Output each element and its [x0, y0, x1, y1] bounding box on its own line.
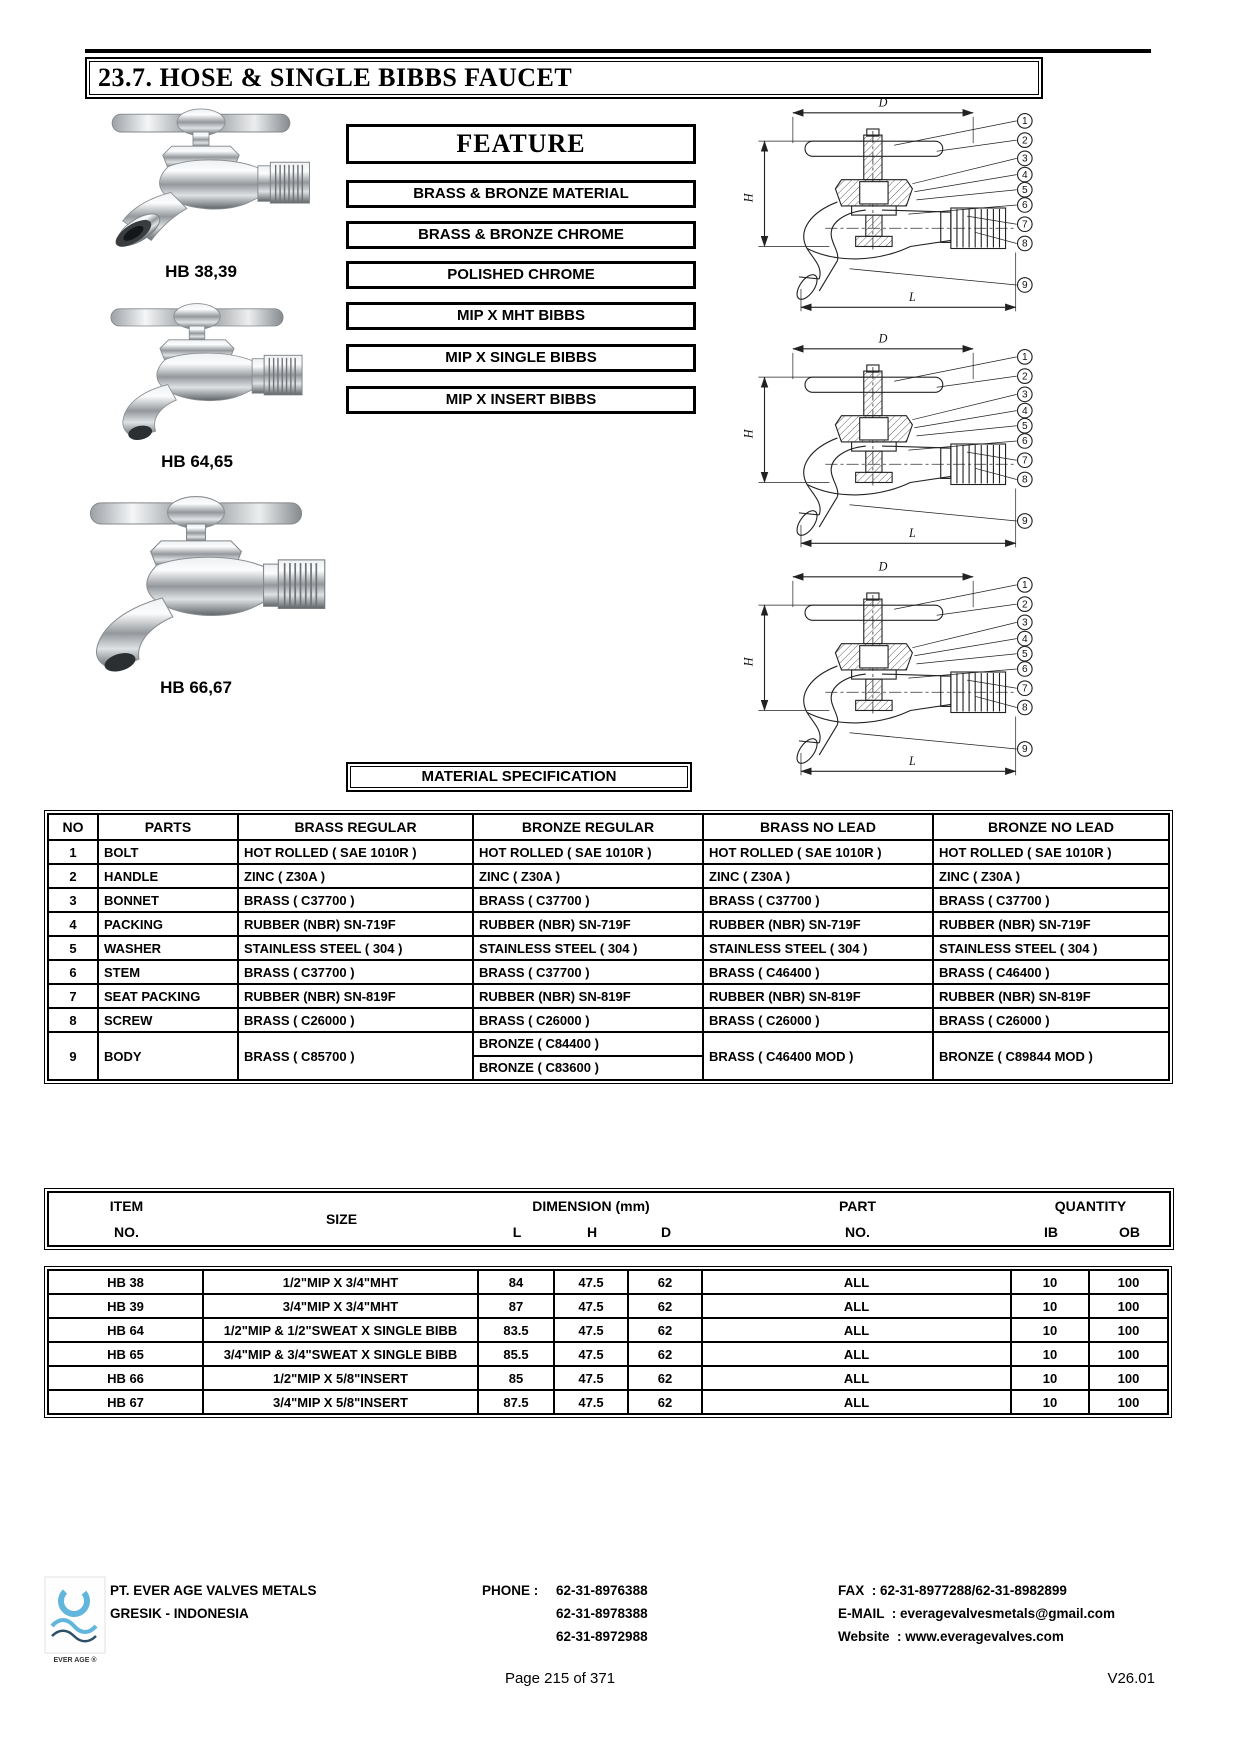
material-row: [48, 936, 1169, 960]
svg-text:9: 9: [1021, 280, 1028, 292]
material-cell: ZINC ( Z30A ): [703, 864, 933, 888]
material-cell: BRASS ( C46400 ): [703, 960, 933, 984]
item-cell: 1/2"MIP X 3/4"MHT: [203, 1270, 478, 1294]
item-cell: 100: [1089, 1318, 1168, 1342]
material-header-cell: NO: [48, 814, 98, 840]
material-cell: RUBBER (NBR) SN-819F: [703, 984, 933, 1008]
svg-text:7: 7: [1021, 455, 1028, 467]
material-spec-title-box: [346, 762, 692, 792]
material-row-no: 9: [48, 1032, 98, 1080]
item-cell: ALL: [702, 1390, 1011, 1414]
svg-text:H: H: [741, 429, 756, 439]
item-cell: 62: [628, 1366, 702, 1390]
material-part-name: STEM: [98, 960, 238, 984]
col-header-dimension: DIMENSION (mm): [532, 1198, 650, 1214]
material-cell: BRASS ( C46400 MOD ): [703, 1032, 933, 1080]
version-label: V26.01: [1107, 1670, 1155, 1687]
material-row: [48, 960, 1169, 984]
svg-text:2: 2: [1021, 599, 1028, 611]
material-value: BRONZE ( C83600 ): [474, 1055, 702, 1079]
material-cell-split: [473, 1032, 703, 1080]
item-row: [48, 1270, 1168, 1294]
item-table-header-box: [44, 1188, 1174, 1250]
feature-item: POLISHED CHROME: [346, 261, 696, 289]
item-row: [48, 1390, 1168, 1414]
technical-diagram: [724, 92, 1040, 324]
product-label: HB 38,39: [165, 262, 237, 281]
material-row: [48, 1008, 1169, 1032]
fax-line: FAX : 62-31-8977288/62-31-8982899: [838, 1583, 1067, 1598]
material-part-name: SEAT PACKING: [98, 984, 238, 1008]
item-cell: 100: [1089, 1366, 1168, 1390]
svg-text:3: 3: [1021, 153, 1028, 165]
material-header-cell: BRONZE REGULAR: [473, 814, 703, 840]
material-row-no: 4: [48, 912, 98, 936]
col-header-size: SIZE: [325, 1211, 358, 1227]
material-cell: RUBBER (NBR) SN-819F: [933, 984, 1169, 1008]
material-header-cell: BRONZE NO LEAD: [933, 814, 1169, 840]
svg-text:L: L: [909, 526, 916, 541]
material-row-no: 3: [48, 888, 98, 912]
material-row-no: 6: [48, 960, 98, 984]
material-cell: BRASS ( C26000 ): [473, 1008, 703, 1032]
svg-text:D: D: [878, 95, 888, 110]
material-row: [48, 840, 1169, 864]
svg-text:8: 8: [1021, 238, 1028, 250]
email-link[interactable]: everagevalvesmetals@gmail.com: [900, 1606, 1116, 1621]
item-cell: 87.5: [478, 1390, 554, 1414]
phone-label: PHONE :: [482, 1583, 539, 1598]
material-row: [48, 864, 1169, 888]
svg-text:6: 6: [1021, 436, 1028, 448]
material-cell: BRASS ( C26000 ): [703, 1008, 933, 1032]
item-cell: 85.5: [478, 1342, 554, 1366]
svg-text:4: 4: [1021, 633, 1028, 645]
svg-text:3: 3: [1021, 389, 1028, 401]
material-cell: HOT ROLLED ( SAE 1010R ): [703, 840, 933, 864]
col-header-ib: IB: [1044, 1224, 1058, 1240]
product-photo: [74, 295, 320, 472]
material-cell: BRASS ( C85700 ): [238, 1032, 473, 1080]
technical-diagram: [724, 556, 1040, 788]
col-header-part: PART: [838, 1198, 877, 1214]
svg-text:5: 5: [1021, 185, 1028, 197]
material-cell: STAINLESS STEEL ( 304 ): [238, 936, 473, 960]
material-value: BRONZE ( C84400 ): [479, 1036, 599, 1051]
material-cell: RUBBER (NBR) SN-819F: [238, 984, 473, 1008]
item-cell: 87: [478, 1294, 554, 1318]
material-row: [48, 1032, 1169, 1080]
svg-text:4: 4: [1021, 169, 1028, 181]
material-cell: RUBBER (NBR) SN-719F: [473, 912, 703, 936]
svg-text:EVER AGE ®: EVER AGE ®: [53, 1657, 97, 1664]
item-cell: 10: [1011, 1366, 1089, 1390]
material-row: [48, 888, 1169, 912]
material-cell: BRASS ( C37700 ): [703, 888, 933, 912]
product-photo: [72, 100, 330, 282]
material-cell: RUBBER (NBR) SN-719F: [933, 912, 1169, 936]
material-cell: BRASS ( C37700 ): [473, 960, 703, 984]
feature-title: FEATURE: [456, 129, 586, 158]
item-cell: HB 64: [48, 1318, 203, 1342]
material-cell: BRONZE ( C89844 MOD ): [933, 1032, 1169, 1080]
material-part-name: PACKING: [98, 912, 238, 936]
item-cell: 47.5: [554, 1366, 628, 1390]
material-part-name: BONNET: [98, 888, 238, 912]
company-location: GRESIK - INDONESIA: [110, 1606, 249, 1621]
material-cell: ZINC ( Z30A ): [238, 864, 473, 888]
material-row-no: 7: [48, 984, 98, 1008]
product-label: HB 64,65: [161, 452, 233, 471]
company-name: PT. EVER AGE VALVES METALS: [110, 1583, 317, 1598]
page-title: 23.7. HOSE & SINGLE BIBBS FAUCET: [89, 61, 1039, 95]
svg-text:H: H: [741, 657, 756, 667]
material-part-name: WASHER: [98, 936, 238, 960]
item-row: [48, 1318, 1168, 1342]
col-header-item: ITEM: [109, 1198, 144, 1214]
faucet-image: [74, 295, 320, 450]
svg-text:H: H: [741, 193, 756, 203]
item-cell: 85: [478, 1366, 554, 1390]
svg-text:2: 2: [1021, 371, 1028, 383]
material-cell: BRASS ( C37700 ): [238, 960, 473, 984]
svg-text:L: L: [909, 290, 916, 305]
feature-title-box: [346, 124, 696, 164]
svg-text:3: 3: [1021, 617, 1028, 629]
faucet-image: [56, 486, 336, 676]
material-header-cell: PARTS: [98, 814, 238, 840]
item-cell: 100: [1089, 1294, 1168, 1318]
item-cell: 10: [1011, 1294, 1089, 1318]
material-row: [48, 912, 1169, 936]
item-row: [48, 1342, 1168, 1366]
svg-text:6: 6: [1021, 200, 1028, 212]
material-cell: RUBBER (NBR) SN-719F: [238, 912, 473, 936]
material-cell: BRASS ( C37700 ): [238, 888, 473, 912]
phone-number: 62-31-8978388: [556, 1606, 648, 1621]
col-header-ob: OB: [1119, 1224, 1140, 1240]
svg-text:L: L: [909, 754, 916, 769]
item-cell: 3/4"MIP & 3/4"SWEAT X SINGLE BIBB: [203, 1342, 478, 1366]
item-cell: 10: [1011, 1342, 1089, 1366]
feature-item: MIP X SINGLE BIBBS: [346, 344, 696, 372]
material-part-name: BODY: [98, 1032, 238, 1080]
material-part-name: HANDLE: [98, 864, 238, 888]
fax-value: 62-31-8977288/62-31-8982899: [880, 1583, 1067, 1598]
svg-text:8: 8: [1021, 702, 1028, 714]
svg-text:1: 1: [1021, 352, 1028, 364]
feature-item: MIP X INSERT BIBBS: [346, 386, 696, 414]
feature-item: BRASS & BRONZE MATERIAL: [346, 180, 696, 208]
feature-item: BRASS & BRONZE CHROME: [346, 221, 696, 249]
website-link[interactable]: www.everagevalves.com: [905, 1629, 1064, 1644]
svg-text:9: 9: [1021, 744, 1028, 756]
col-header-l: L: [512, 1224, 522, 1240]
feature-item: MIP X MHT BIBBS: [346, 302, 696, 330]
material-cell: ZINC ( Z30A ): [933, 864, 1169, 888]
website-label: Website: [838, 1629, 890, 1644]
col-header-quantity: QUANTITY: [1054, 1198, 1127, 1214]
svg-text:D: D: [878, 559, 888, 574]
item-cell: 47.5: [554, 1342, 628, 1366]
item-cell: 3/4"MIP X 3/4"MHT: [203, 1294, 478, 1318]
item-cell: ALL: [702, 1270, 1011, 1294]
svg-text:6: 6: [1021, 664, 1028, 676]
material-cell: STAINLESS STEEL ( 304 ): [933, 936, 1169, 960]
svg-text:D: D: [878, 331, 888, 346]
material-cell: BRASS ( C46400 ): [933, 960, 1169, 984]
email-line: E-MAIL : everagevalvesmetals@gmail.com: [838, 1606, 1116, 1621]
material-row-no: 5: [48, 936, 98, 960]
material-cell: RUBBER (NBR) SN-819F: [473, 984, 703, 1008]
item-cell: 47.5: [554, 1390, 628, 1414]
page-indicator: Page 215 of 371: [504, 1670, 616, 1687]
technical-diagram: [724, 328, 1040, 560]
item-cell: HB 65: [48, 1342, 203, 1366]
item-cell: 1/2"MIP X 5/8"INSERT: [203, 1366, 478, 1390]
svg-text:4: 4: [1021, 405, 1028, 417]
item-cell: 3/4"MIP X 5/8"INSERT: [203, 1390, 478, 1414]
material-part-name: BOLT: [98, 840, 238, 864]
material-row-no: 2: [48, 864, 98, 888]
item-cell: 62: [628, 1342, 702, 1366]
fax-label: FAX: [838, 1583, 865, 1598]
col-header-d: D: [660, 1224, 672, 1240]
material-part-name: SCREW: [98, 1008, 238, 1032]
material-cell: HOT ROLLED ( SAE 1010R ): [933, 840, 1169, 864]
col-header-h: H: [586, 1224, 598, 1240]
material-cell: STAINLESS STEEL ( 304 ): [473, 936, 703, 960]
item-cell: ALL: [702, 1294, 1011, 1318]
material-spec-table: [44, 810, 1173, 1084]
item-cell: 83.5: [478, 1318, 554, 1342]
item-cell: 62: [628, 1270, 702, 1294]
email-label: E-MAIL: [838, 1606, 885, 1621]
product-label: HB 66,67: [160, 678, 232, 697]
material-row: [48, 984, 1169, 1008]
everage-logo: [44, 1576, 108, 1666]
material-cell: BRASS ( C26000 ): [238, 1008, 473, 1032]
item-cell: 62: [628, 1294, 702, 1318]
svg-text:5: 5: [1021, 649, 1028, 661]
material-cell: BRASS ( C37700 ): [933, 888, 1169, 912]
item-row: [48, 1366, 1168, 1390]
item-cell: ALL: [702, 1366, 1011, 1390]
item-cell: 1/2"MIP & 1/2"SWEAT X SINGLE BIBB: [203, 1318, 478, 1342]
material-spec-title: MATERIAL SPECIFICATION: [350, 766, 688, 788]
item-table: [44, 1266, 1172, 1418]
item-cell: 47.5: [554, 1270, 628, 1294]
material-cell: ZINC ( Z30A ): [473, 864, 703, 888]
item-cell: 100: [1089, 1270, 1168, 1294]
item-cell: ALL: [702, 1318, 1011, 1342]
item-cell: ALL: [702, 1342, 1011, 1366]
item-cell: 47.5: [554, 1318, 628, 1342]
item-cell: HB 66: [48, 1366, 203, 1390]
item-cell: 84: [478, 1270, 554, 1294]
item-cell: 62: [628, 1390, 702, 1414]
item-cell: 100: [1089, 1390, 1168, 1414]
material-row-no: 8: [48, 1008, 98, 1032]
item-cell: HB 67: [48, 1390, 203, 1414]
material-cell: BRASS ( C37700 ): [473, 888, 703, 912]
col-header-item-no: NO.: [114, 1224, 139, 1240]
svg-text:7: 7: [1021, 683, 1028, 695]
top-rule: [85, 49, 1151, 53]
svg-text:7: 7: [1021, 219, 1028, 231]
material-cell: HOT ROLLED ( SAE 1010R ): [238, 840, 473, 864]
item-cell: 47.5: [554, 1294, 628, 1318]
website-line: Website : www.everagevalves.com: [838, 1629, 1064, 1644]
material-row-no: 1: [48, 840, 98, 864]
item-cell: HB 38: [48, 1270, 203, 1294]
item-cell: 10: [1011, 1270, 1089, 1294]
material-cell: HOT ROLLED ( SAE 1010R ): [473, 840, 703, 864]
svg-text:8: 8: [1021, 474, 1028, 486]
col-header-part-no: NO.: [845, 1224, 870, 1240]
phone-number: 62-31-8976388: [556, 1583, 648, 1598]
material-header-cell: BRASS REGULAR: [238, 814, 473, 840]
material-header-cell: BRASS NO LEAD: [703, 814, 933, 840]
svg-text:5: 5: [1021, 421, 1028, 433]
svg-text:1: 1: [1021, 116, 1028, 128]
phone-number: 62-31-8972988: [556, 1629, 648, 1644]
item-cell: 10: [1011, 1318, 1089, 1342]
material-cell: BRASS ( C26000 ): [933, 1008, 1169, 1032]
item-cell: HB 39: [48, 1294, 203, 1318]
svg-text:9: 9: [1021, 516, 1028, 528]
item-row: [48, 1294, 1168, 1318]
item-cell: 100: [1089, 1342, 1168, 1366]
item-cell: 62: [628, 1318, 702, 1342]
svg-text:1: 1: [1021, 580, 1028, 592]
svg-text:2: 2: [1021, 135, 1028, 147]
item-cell: 10: [1011, 1390, 1089, 1414]
material-cell: STAINLESS STEEL ( 304 ): [703, 936, 933, 960]
product-photo: [56, 486, 336, 698]
material-cell: RUBBER (NBR) SN-719F: [703, 912, 933, 936]
faucet-image: [72, 100, 330, 260]
